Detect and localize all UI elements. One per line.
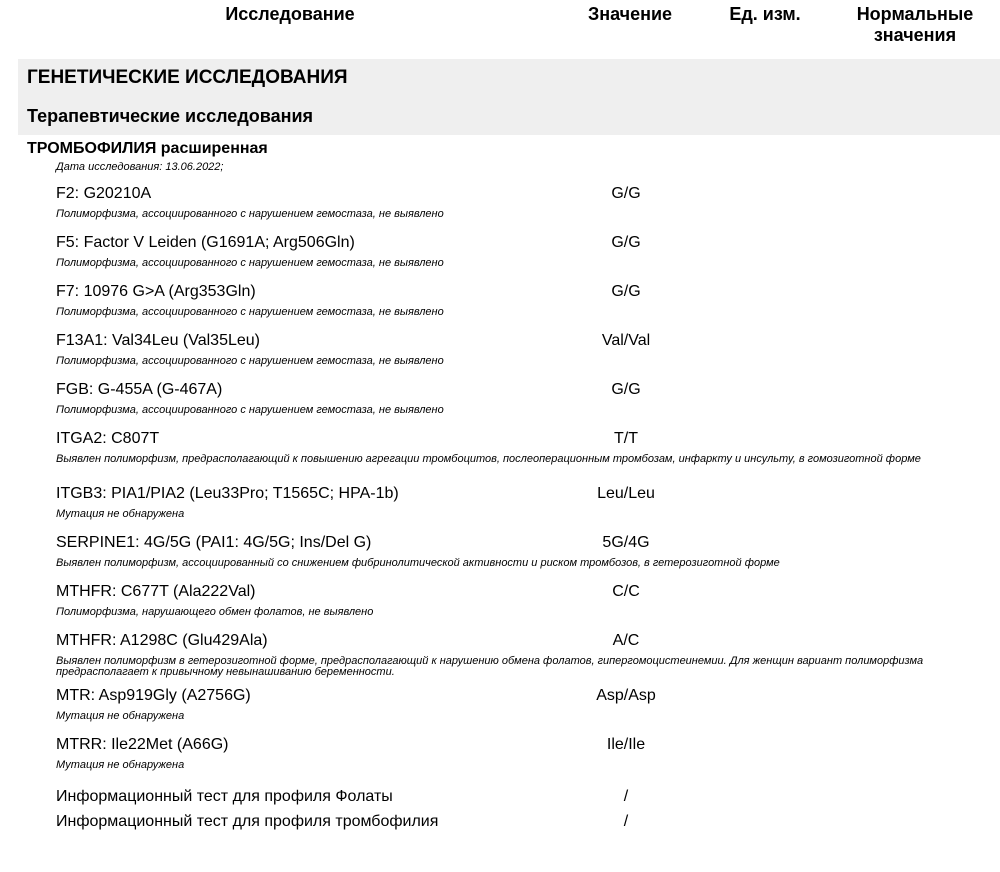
- table-row: [0, 484, 1000, 533]
- test-name: ITGA2: C807T: [56, 430, 160, 447]
- table-row: [0, 282, 1000, 331]
- info-row: [0, 787, 1000, 809]
- table-row: [0, 631, 1000, 686]
- test-name: F2: G20210A: [56, 185, 152, 202]
- test-value: Leu/Leu: [597, 485, 655, 502]
- test-note: Мутация не обнаружена: [56, 710, 185, 722]
- test-value: Asp/Asp: [596, 687, 656, 704]
- table-row: [0, 429, 1000, 484]
- test-note: Полиморфизма, нарушающего обмен фолатов, не выявлено: [56, 606, 374, 618]
- info-row: [0, 812, 1000, 834]
- header-study: Исследование: [225, 4, 355, 24]
- header-value: Значение: [587, 4, 673, 24]
- test-note: Полиморфизма, ассоциированного с нарушением гемостаза, не выявлено: [56, 404, 444, 416]
- test-value: G/G: [611, 185, 641, 202]
- test-note: Выявлен полиморфизм в гетерозиготной форме, предрасполагающий к нарушению обмена фолатов, гипергомоцистеинемии. Для женщин вариант полиморфизма предрасполагает к привычному невынашиванию беременности.: [56, 655, 924, 678]
- tests-list: [0, 184, 1000, 784]
- header-norm: [835, 4, 995, 46]
- table-row: [0, 233, 1000, 282]
- test-note: Выявлен полиморфизм, ассоциированный со снижением фибринолитической активности и риском тромбозов, в гетерозиготной форме: [56, 557, 780, 569]
- test-value: G/G: [611, 283, 641, 300]
- header-norm-line1: Нормальные: [856, 4, 974, 24]
- test-note: Выявлен полиморфизм, предрасполагающий к повышению агрегации тромбоцитов, послеоперационным тромбозам, инфаркту и инсульту, в гомозиготной форме: [56, 453, 921, 465]
- table-row: [0, 184, 1000, 233]
- section-genetic: ГЕНЕТИЧЕСКИЕ ИССЛЕДОВАНИЯ: [18, 59, 1000, 99]
- test-note: Мутация не обнаружена: [56, 508, 185, 520]
- info-value: /: [623, 813, 629, 830]
- test-note: Мутация не обнаружена: [56, 759, 185, 771]
- header-norm-line2: значения: [873, 25, 957, 45]
- info-name: Информационный тест для профиля Фолаты: [56, 788, 393, 805]
- test-value: G/G: [611, 381, 641, 398]
- test-name: MTR: Asp919Gly (A2756G): [56, 687, 251, 704]
- table-row: [0, 380, 1000, 429]
- test-value: Val/Val: [601, 332, 651, 349]
- table-row: [0, 582, 1000, 631]
- test-value: T/T: [614, 430, 638, 447]
- table-row: [0, 686, 1000, 735]
- test-note: Полиморфизма, ассоциированного с нарушением гемостаза, не выявлено: [56, 257, 444, 269]
- info-value: /: [623, 788, 629, 805]
- test-name: F5: Factor V Leiden (G1691A; Arg506Gln): [56, 234, 355, 251]
- test-value: C/C: [612, 583, 640, 600]
- test-name: ITGB3: PIA1/PIA2 (Leu33Pro; T1565C; HPA-1b): [56, 485, 399, 502]
- table-row: [0, 331, 1000, 380]
- test-name: MTRR: Ile22Met (A66G): [56, 736, 229, 753]
- table-header: [0, 4, 1000, 54]
- table-row: [0, 533, 1000, 582]
- info-name: Информационный тест для профиля тромбофилия: [56, 813, 439, 830]
- test-value: G/G: [611, 234, 641, 251]
- test-value: Ile/Ile: [606, 736, 646, 753]
- test-name: MTHFR: C677T (Ala222Val): [56, 583, 256, 600]
- test-name: F7: 10976 G>A (Arg353Gln): [56, 283, 256, 300]
- test-value: 5G/4G: [602, 534, 650, 551]
- table-row: [0, 735, 1000, 784]
- section-therapeutic: Терапевтические исследования: [18, 99, 1000, 135]
- group-title: ТРОМБОФИЛИЯ расширенная: [27, 140, 268, 157]
- header-unit: Ед. изм.: [729, 4, 801, 24]
- test-note: Полиморфизма, ассоциированного с нарушением гемостаза, не выявлено: [56, 208, 444, 220]
- test-note: Полиморфизма, ассоциированного с нарушением гемостаза, не выявлено: [56, 355, 444, 367]
- test-value: A/C: [612, 632, 640, 649]
- test-name: FGB: G-455A (G-467A): [56, 381, 223, 398]
- test-name: MTHFR: A1298C (Glu429Ala): [56, 632, 268, 649]
- test-note: Полиморфизма, ассоциированного с нарушением гемостаза, не выявлено: [56, 306, 444, 318]
- group-date: Дата исследования: 13.06.2022;: [56, 161, 224, 173]
- test-name: F13A1: Val34Leu (Val35Leu): [56, 332, 260, 349]
- test-name: SERPINE1: 4G/5G (PAI1: 4G/5G; Ins/Del G): [56, 534, 372, 551]
